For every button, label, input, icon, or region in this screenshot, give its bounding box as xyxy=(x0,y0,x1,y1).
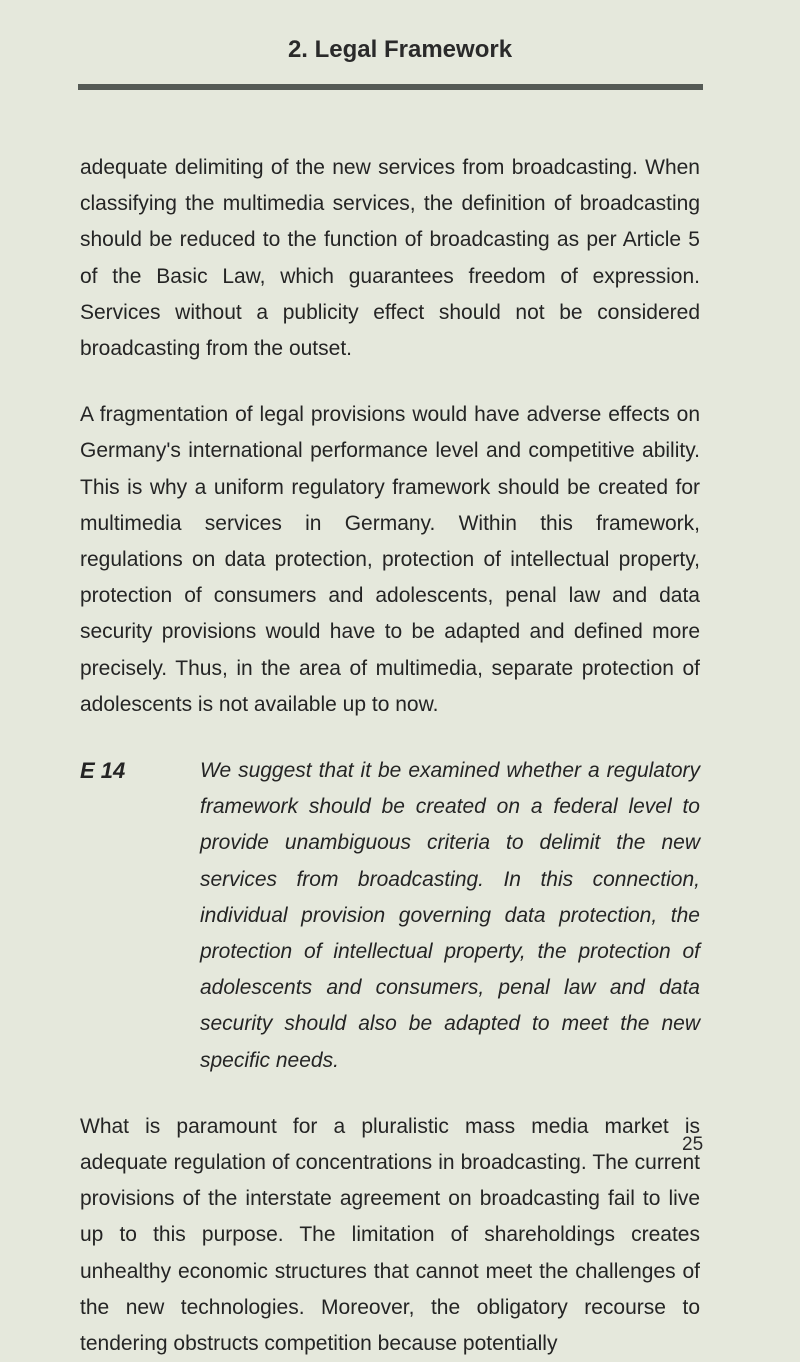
paragraph-concentration: What is paramount for a pluralistic mass media market is adequate regulation of concentrations in broadcasting. The current provisions of the interstate agreement on broadcasting fail to live up to this purpose. The limitation of shareholdings creates unhealthy economic structures that cannot meet the challenges of the new technologies. Moreover, the obligatory recourse to tendering obstructs competition because potentially xyxy=(80,1114,700,1356)
page-title: 2. Legal Framework xyxy=(287,36,513,63)
page-body xyxy=(80,150,700,1362)
recommendation-label: E 14 xyxy=(80,758,126,784)
recommendation-text: We suggest that it be examined whether a regulatory framework should be created on a federal level to provide unambiguous criteria to delimit the new services from broadcasting. In this connection, individual provision governing data protection, the protection of intellectual property, the protection of adolescents and consumers, penal law and data security should also be adapted to meet the new specific needs. xyxy=(200,759,700,1072)
header-divider xyxy=(78,84,703,90)
paragraph-delimiting: adequate delimiting of the new services from broadcasting. When classifying the multimedia services, the definition of broadcasting should be reduced to the function of broadcasting as per Article 5 of the Basic Law, which guarantees freedom of expression. Services without a publicity effect should not be considered broadcasting from the outset. xyxy=(80,156,700,361)
recommendation-e14 xyxy=(80,753,700,1079)
page-number: 25 xyxy=(682,1134,704,1155)
recommendation-body xyxy=(80,753,700,1079)
paragraph-fragmentation: A fragmentation of legal provisions would have adverse effects on Germany's international performance level and competitive ability. This is why a uniform regulatory framework should be created for multimedia services in Germany. Within this framework, regulations on data protection, protection of intellectual property, protection of consumers and adolescents, penal law and data security provisions would have to be adapted and defined more precisely. Thus, in the area of multimedia, separate protection of adolescents is not available up to now. xyxy=(80,403,700,716)
